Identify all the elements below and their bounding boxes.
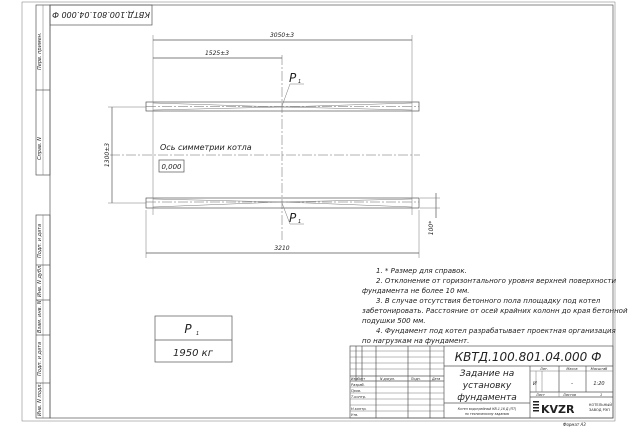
svg-text:KVZR: KVZR xyxy=(541,403,575,416)
svg-text:100*: 100* xyxy=(428,220,435,236)
svg-text:Лист: Лист xyxy=(536,393,545,397)
svg-text:-: - xyxy=(571,381,573,387)
beam-bottom xyxy=(146,198,419,208)
svg-text:Разраб.: Разраб. xyxy=(351,383,365,387)
beam-top xyxy=(146,102,419,111)
level-mark: 0,000 xyxy=(161,163,182,171)
note-line: забетонировать. Расстояние от осей крайних колонн до края бетонной xyxy=(362,307,628,315)
note-line: 2. Отклонение от горизонтального уровня верхней поверхности xyxy=(376,277,617,285)
document-designation: КВТД.100.801.04.000 Ф xyxy=(454,350,602,364)
title-block xyxy=(350,346,613,427)
svg-text:Инв. N дубл.: Инв. N дубл. xyxy=(37,264,43,297)
load-label-top xyxy=(282,71,304,106)
svg-text:1: 1 xyxy=(298,219,302,225)
rotated-stamp: КВТД.100.801.04.000 Ф xyxy=(52,10,150,19)
note-line: 1. * Размер для справок. xyxy=(376,267,467,275)
svg-text:И: И xyxy=(533,381,537,387)
axis-label: Ось симметрии котла xyxy=(160,143,252,152)
dimension-total xyxy=(146,245,419,253)
svg-text:Подп. и дата: Подп. и дата xyxy=(37,223,43,258)
svg-text:ЗАВОД РЭП: ЗАВОД РЭП xyxy=(589,408,610,412)
svg-text:3050±3: 3050±3 xyxy=(269,32,295,39)
load-box xyxy=(155,316,232,362)
svg-text:КОТЕЛЬНЫЙ: КОТЕЛЬНЫЙ xyxy=(589,403,612,407)
svg-text:Дата: Дата xyxy=(432,377,441,381)
dimension-overall xyxy=(153,32,412,40)
svg-text:1300±3: 1300±3 xyxy=(104,142,111,168)
svg-text:Взам. инв. N: Взам. инв. N xyxy=(37,300,43,333)
dimension-half xyxy=(153,50,282,58)
svg-text:Листов: Листов xyxy=(563,393,577,397)
svg-text:Инв. N подл.: Инв. N подл. xyxy=(37,382,43,416)
load-label-bottom xyxy=(282,203,304,225)
svg-text:Масштаб: Масштаб xyxy=(590,367,608,371)
svg-text:фундамента: фундамента xyxy=(457,393,517,403)
svg-text:P: P xyxy=(184,322,192,336)
svg-text:Н.контр.: Н.контр. xyxy=(351,407,367,411)
svg-text:Котел водогрейный КВ-1,16 Д: Котел водогрейный КВ-1,16 Д (ПТ) xyxy=(457,407,517,411)
svg-text:Лит.: Лит. xyxy=(539,367,549,371)
svg-text:Пров.: Пров. xyxy=(351,389,362,393)
note-line: 3. В случае отсутствия бетонного пола площадку под котел xyxy=(376,297,601,305)
sheet-format: Формат А3 xyxy=(563,422,586,427)
note-line: 4. Фундамент под котел разрабатывает проектная организация xyxy=(376,327,616,335)
dimension-depth xyxy=(420,193,440,235)
svg-text:Т.контр.: Т.контр. xyxy=(351,395,367,399)
svg-text:3210: 3210 xyxy=(274,245,290,252)
svg-text:1:20: 1:20 xyxy=(593,381,605,387)
svg-text:Масса: Масса xyxy=(566,367,578,371)
svg-text:Справ. N: Справ. N xyxy=(37,137,43,160)
kvzr-logo xyxy=(533,401,575,416)
svg-text:1: 1 xyxy=(298,79,302,85)
svg-text:Подп.: Подп. xyxy=(411,377,421,381)
note-line: по нагрузкам на фундамент. xyxy=(362,337,470,345)
svg-text:Утв.: Утв. xyxy=(351,413,359,417)
note-line: подушки 500 мм. xyxy=(362,317,426,325)
svg-text:1950 кг: 1950 кг xyxy=(173,348,213,359)
svg-text:по техническому заданию: по техническому заданию xyxy=(464,412,510,416)
svg-text:P: P xyxy=(289,71,297,85)
svg-text:Изм: Изм xyxy=(351,377,358,381)
svg-text:Перв. примен.: Перв. примен. xyxy=(37,32,43,70)
svg-text:1525±3: 1525±3 xyxy=(204,50,230,57)
svg-text:Задание на: Задание на xyxy=(459,369,515,379)
svg-text:P: P xyxy=(289,211,297,225)
note-line: фундамента не более 10 мм. xyxy=(362,287,470,295)
svg-text:Лист: Лист xyxy=(357,377,366,381)
svg-text:Подп. и дата: Подп. и дата xyxy=(37,341,43,376)
svg-text:N докум.: N докум. xyxy=(380,377,395,381)
side-strip xyxy=(36,5,50,418)
svg-text:1: 1 xyxy=(600,393,603,397)
svg-text:установку: установку xyxy=(462,381,512,391)
svg-text:1: 1 xyxy=(196,331,200,337)
